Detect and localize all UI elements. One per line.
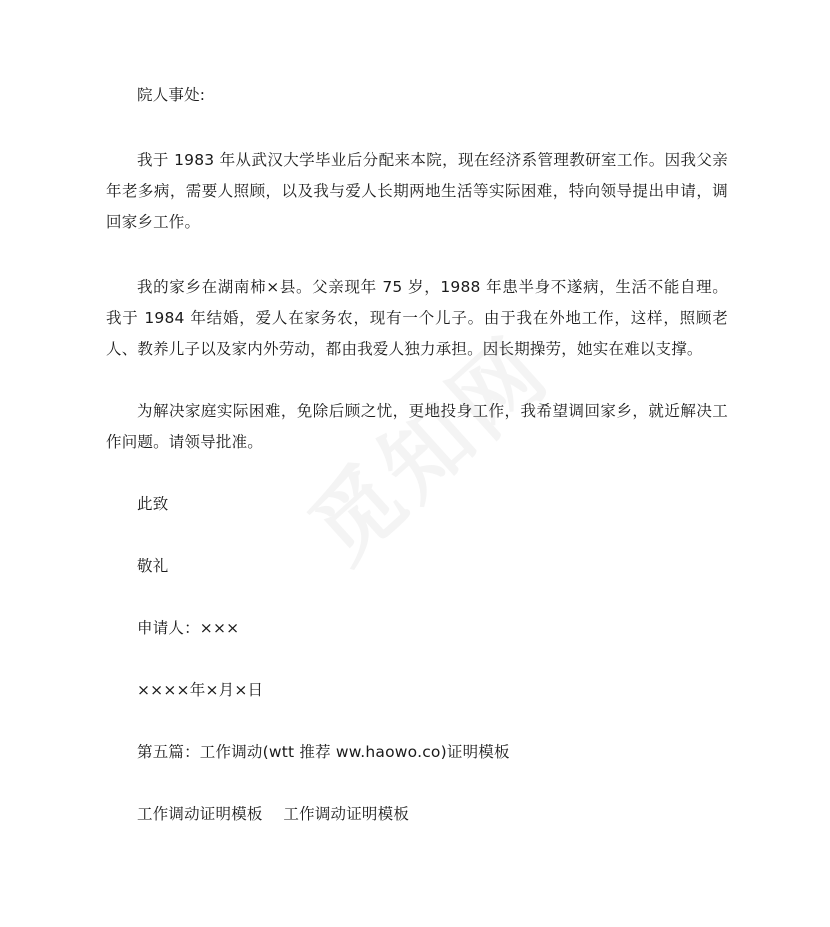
salutation: 院人事处:: [137, 86, 206, 104]
closing-jingli: 敬礼: [137, 557, 169, 575]
paragraph-request: 为解决家庭实际困难，免除后顾之忧，更地投身工作，我希望调回家乡，就近解决工作问题。请领导批准。: [106, 402, 728, 451]
application-date: ××××年×月×日: [137, 681, 264, 699]
applicant-signature: 申请人：×××: [137, 619, 240, 637]
closing-cizhi: 此致: [137, 495, 169, 513]
section-title: 第五篇：工作调动(wtt 推荐 ww.haowo.co)证明模板: [137, 743, 510, 761]
section-subtitle: 工作调动证明模板 工作调动证明模板: [137, 805, 410, 823]
paragraph-reason: 我于 1983 年从武汉大学毕业后分配来本院，现在经济系管理教研室工作。因我父亲年老多病，需要人照顾，以及我与爱人长期两地生活等实际困难，特向领导提出申请，调回家乡工作。: [106, 151, 728, 231]
paragraph-family-situation: 我的家乡在湖南柿×县。父亲现年 75 岁，1988 年患半身不遂病，生活不能自理。我于 1984 年结婚，爱人在家务农，现有一个儿子。由于我在外地工作，这样，照顾老人、教养儿子以及家内外劳动，都由我爱人独力承担。因长期操劳，她实在难以支撑。: [106, 278, 728, 358]
